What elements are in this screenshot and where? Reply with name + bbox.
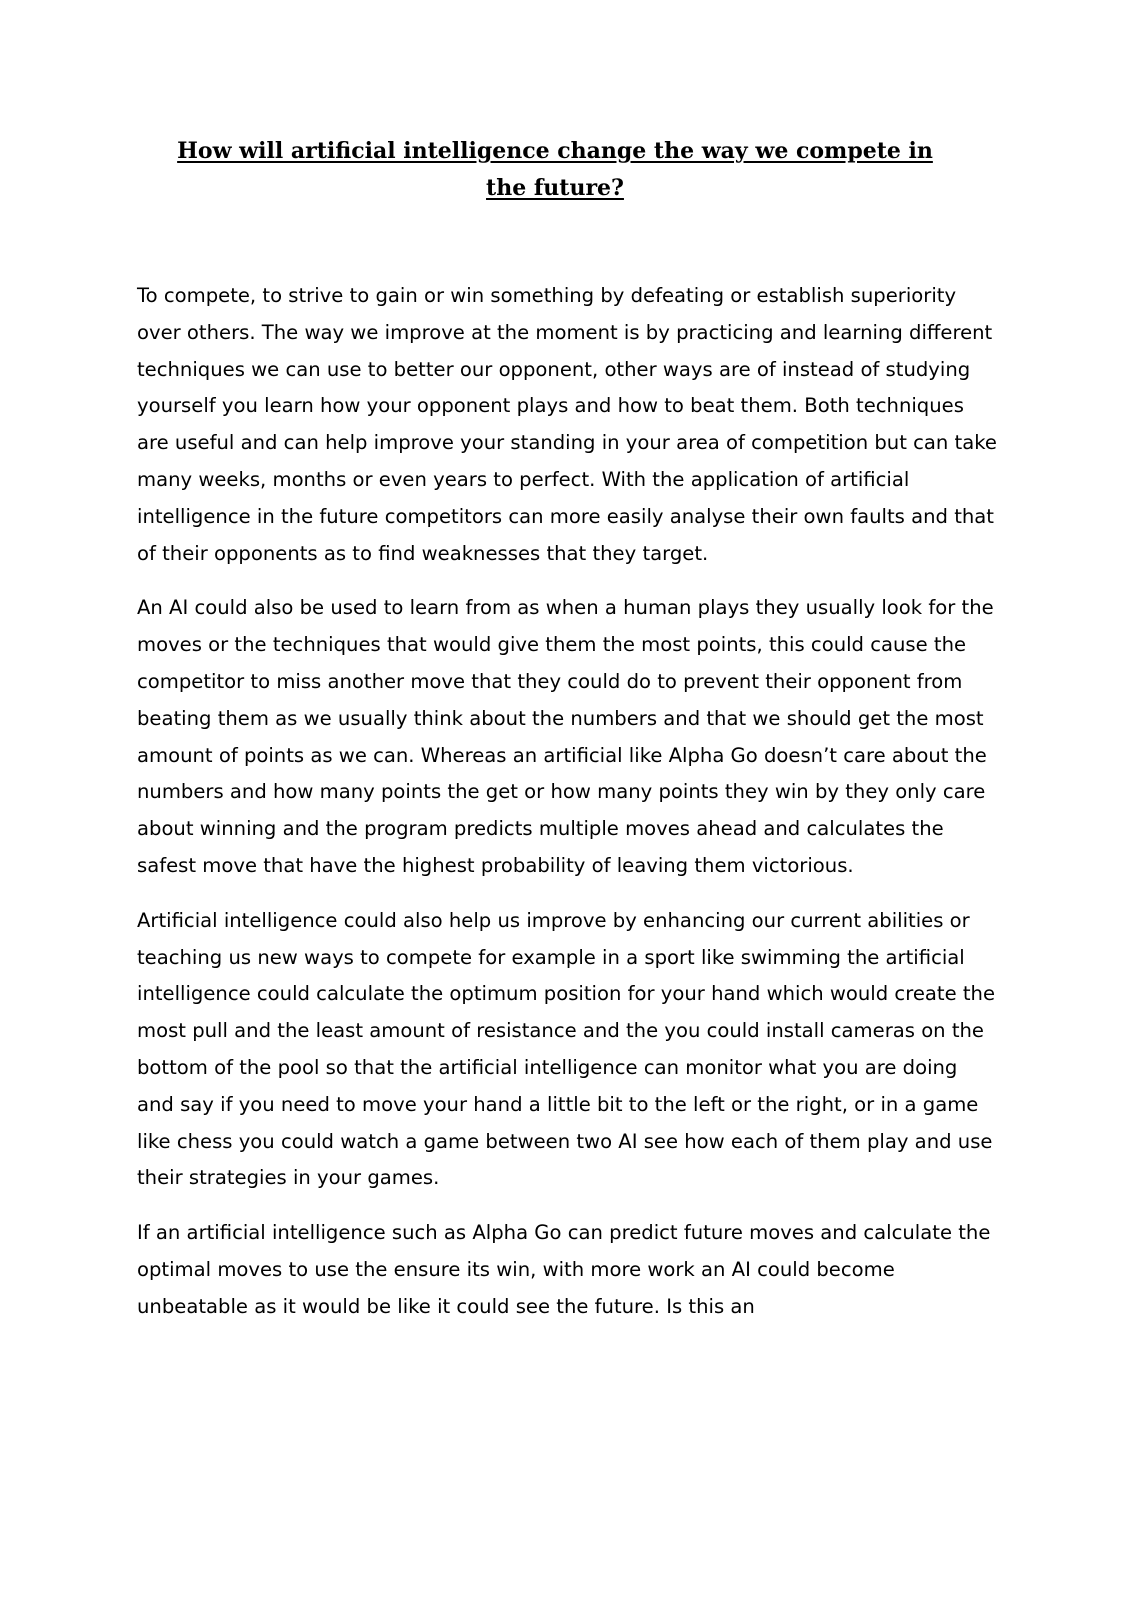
paragraph-2: An AI could also be used to learn from as when a human plays they usually look for the moves or the techniques that would give them the most points, this could cause the competitor to miss another move that they could do to prevent their opponent from beating them as we usually think about the numbers and that we should get the most amount of points as we can. Whereas an artificial like Alpha Go doesn’t care about the numbers and how many points the get or how many points they win by they only care about winning and the program predicts multiple moves ahead and calculates the safest move that have the highest probability of leaving them victorious. — [137, 596, 994, 877]
paragraph-1: To compete, to strive to gain or win something by defeating or establish superiority over others. The way we improve at the moment is by practicing and learning different techniques we can use to better our opponent, other ways are of instead of studying yourself you learn how your opponent plays and how to beat them. Both techniques are useful and can help improve your standing in your area of competition but can take many weeks, months or even years to perfect. With the application of artificial intelligence in the future competitors can more easily analyse their own faults and that of their opponents as to find weaknesses that they target. — [137, 284, 997, 565]
document-title: How will artificial intelligence change the way we compete in the future? — [177, 138, 933, 201]
document-body — [137, 278, 999, 1344]
paragraph-4: If an artificial intelligence such as Alpha Go can predict future moves and calculate the optimal moves to use the ensure its win, with more work an AI could become unbeatable as it would be like it could see the future. Is this an — [137, 1221, 991, 1318]
paragraph-3: Artificial intelligence could also help us improve by enhancing our current abilities or teaching us new ways to compete for example in a sport like swimming the artificial intelligence could calculate the optimum position for your hand which would create the most pull and the least amount of resistance and the you could install cameras on the bottom of the pool so that the artificial intelligence can monitor what you are doing and say if you need to move your hand a little bit to the left or the right, or in a game like chess you could watch a game between two AI see how each of them play and use their strategies in your games. — [137, 908, 996, 1190]
